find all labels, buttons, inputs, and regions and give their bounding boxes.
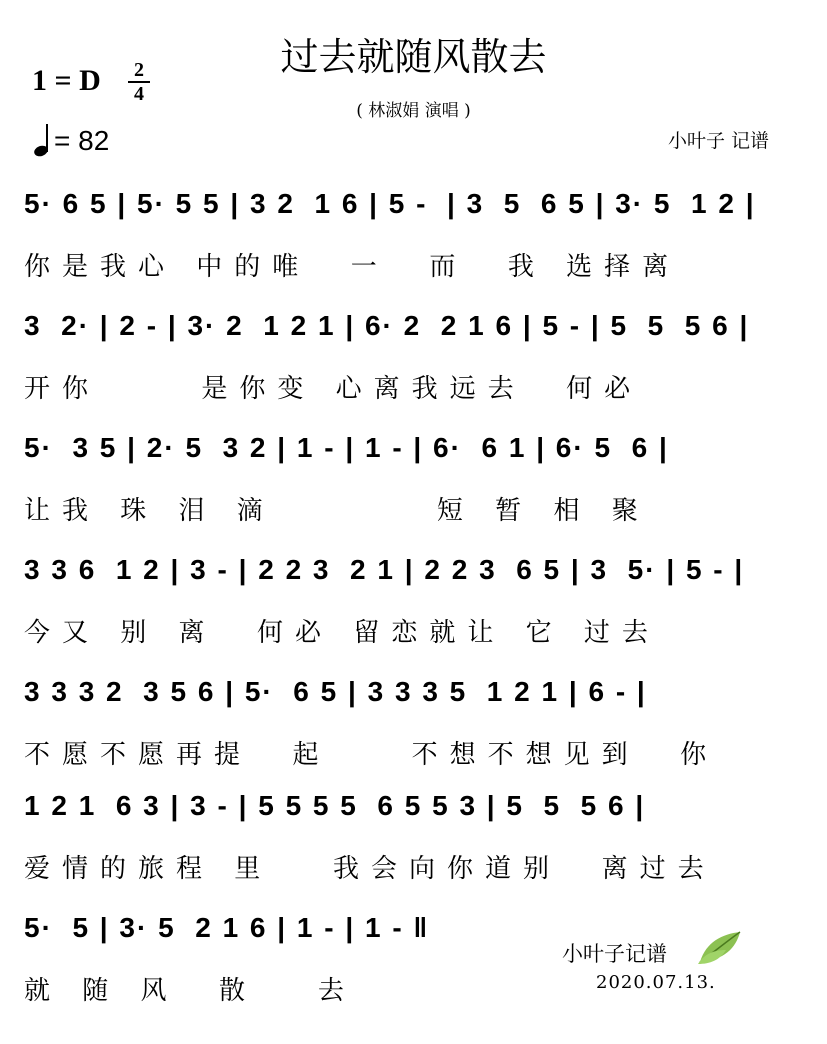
singer-credit: ( 林淑娟 演唱 ) bbox=[356, 101, 471, 121]
leaf-icon bbox=[696, 928, 746, 968]
score-line-4 bbox=[24, 554, 814, 654]
score-line-2 bbox=[24, 310, 814, 410]
notation-row bbox=[24, 790, 814, 846]
lyrics-row: 今又 别 离 何必 留恋就让 它 过去 bbox=[24, 618, 660, 648]
notation-row bbox=[24, 310, 814, 366]
notation-row bbox=[24, 912, 544, 968]
transcriber-credit: 小叶子 记谱 bbox=[668, 130, 770, 152]
meter-denominator: 4 bbox=[134, 83, 144, 105]
notation-row bbox=[24, 188, 814, 244]
score-line-7 bbox=[24, 912, 544, 1012]
tempo-marking bbox=[34, 122, 109, 157]
meter-numerator: 2 bbox=[134, 59, 144, 81]
notation-row bbox=[24, 676, 814, 732]
tempo-value: = 82 bbox=[54, 125, 110, 156]
notation-text: 5· 6 5 | 5· 5 5 | 3 2 1 6 | 5 - | 3 5 6 5 | 3· 5 1 2 | bbox=[24, 188, 756, 219]
notation-text: 3 2· | 2 - | 3· 2 1 2 1 | 6· 2 2 1 6 | 5 - | 5 5 5 6 | bbox=[24, 310, 750, 341]
notation-text: 1 2 1 6 3 | 3 - | 5 5 5 5 6 5 5 3 | 5 5 5 6 | bbox=[24, 790, 646, 821]
score-line-3 bbox=[24, 432, 814, 532]
quarter-note-icon bbox=[34, 122, 54, 156]
lyrics-row: 就 随 风 散 去 bbox=[24, 976, 356, 1006]
song-title: 过去就随风散去 bbox=[280, 35, 547, 79]
score-line-1 bbox=[24, 188, 814, 288]
lyrics-row: 开你 是你变 心离我远去 何必 bbox=[24, 374, 643, 404]
score-line-6 bbox=[24, 790, 814, 890]
notation-text: 3 3 6 1 2 | 3 - | 2 2 3 2 1 | 2 2 3 6 5 | 3 5· | 5 - | bbox=[24, 554, 745, 585]
notation-text: 3 3 3 2 3 5 6 | 5· 6 5 | 3 3 3 5 1 2 1 | 6 - | bbox=[24, 676, 647, 707]
lyrics-row: 你是我心 中的唯 一 而 我 选择离 bbox=[24, 252, 681, 282]
transcription-date: 2020.07.13. bbox=[596, 972, 716, 993]
time-signature bbox=[126, 60, 152, 104]
notation-row bbox=[24, 554, 814, 610]
notation-text: 5· 5 | 3· 5 2 1 6 | 1 - | 1 - ‖ bbox=[24, 912, 430, 943]
key-signature: 1 = D bbox=[32, 64, 101, 97]
notation-row bbox=[24, 432, 814, 488]
signature: 小叶子记谱 bbox=[562, 942, 667, 966]
lyrics-row: 让我 珠 泪 滴 短 暂 相 聚 bbox=[24, 496, 650, 526]
lyrics-row: 爱情的旅程 里 我会向你道别 离过去 bbox=[24, 854, 716, 884]
lyrics-row: 不愿不愿再提 起 不想不想见到 你 bbox=[24, 740, 719, 770]
notation-text: 5· 3 5 | 2· 5 3 2 | 1 - | 1 - | 6· 6 1 | 6· 5 6 | bbox=[24, 432, 669, 463]
score-line-5 bbox=[24, 676, 814, 776]
